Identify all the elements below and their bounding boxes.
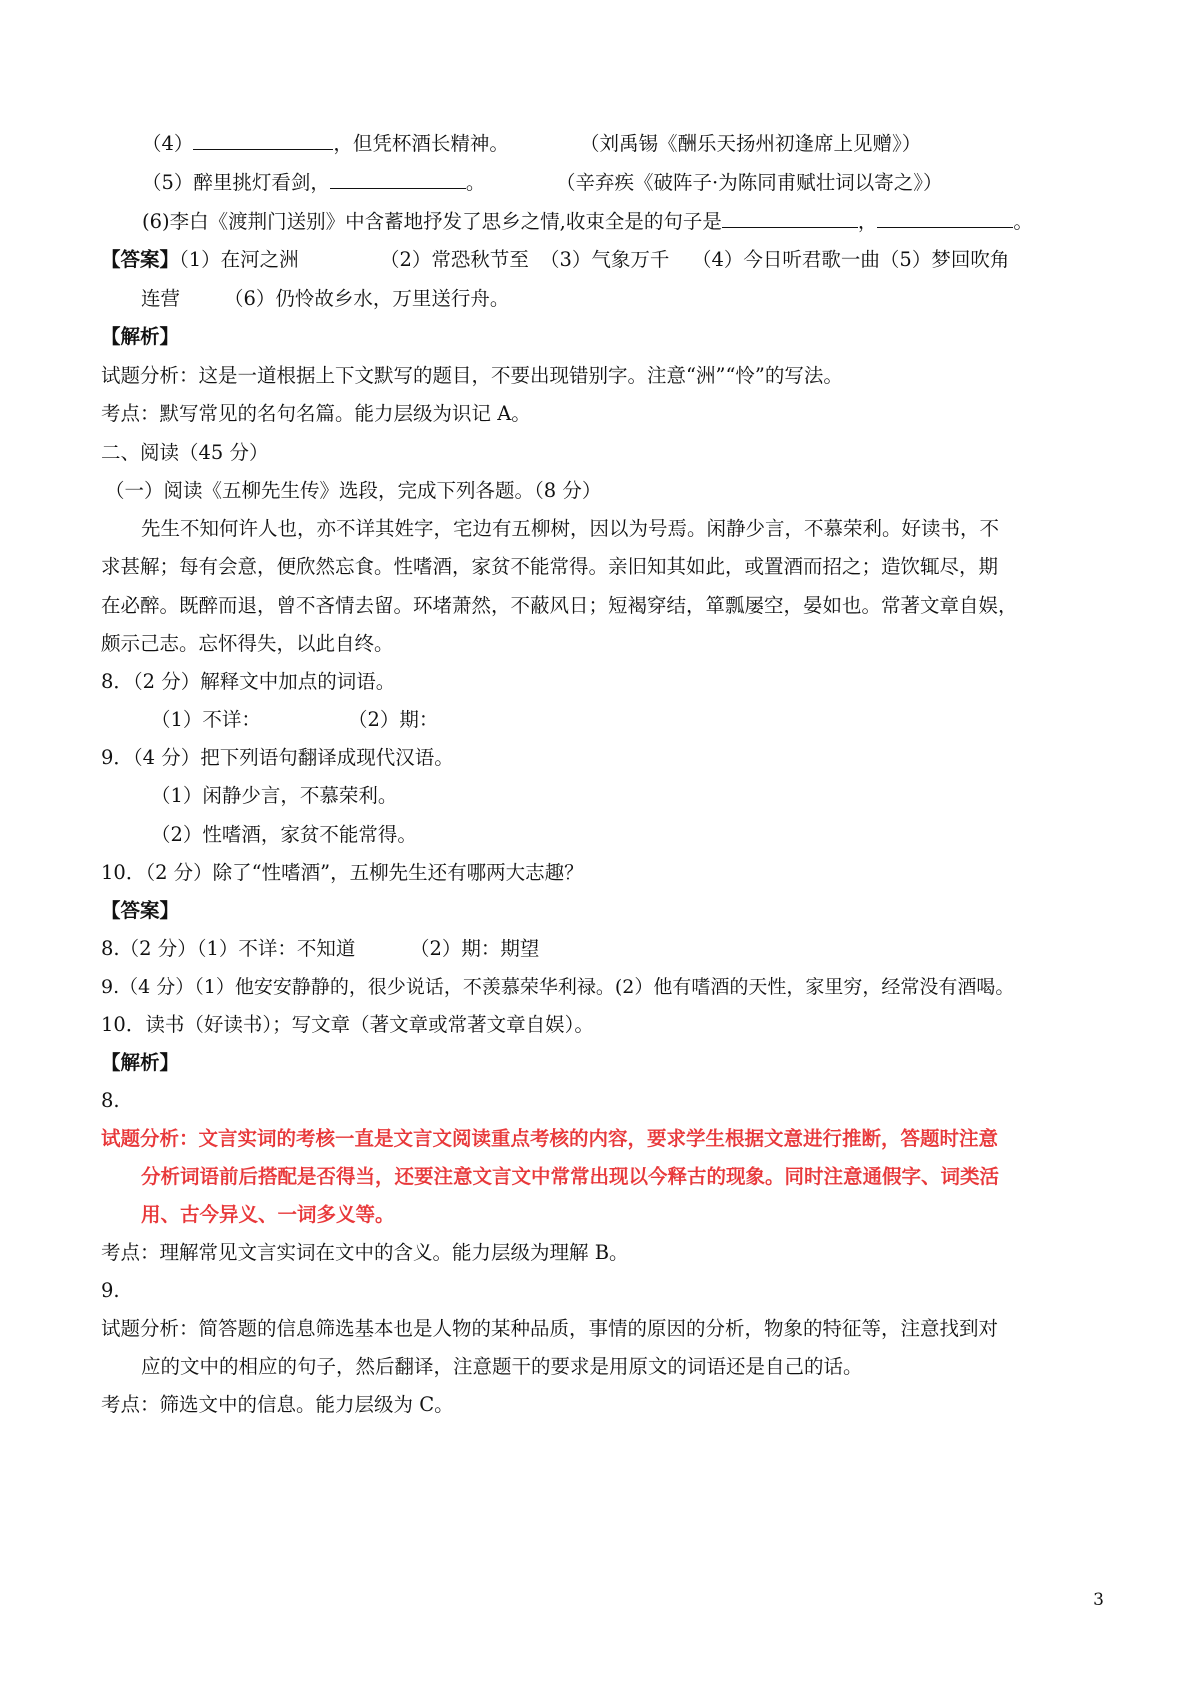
answer-3: （3）气象万千 (540, 248, 670, 271)
question-9: 9．（4 分）把下列语句翻译成现代汉语。 (101, 746, 454, 769)
item-4-line (142, 131, 509, 157)
fill-blank (330, 170, 466, 189)
answer-9: 9.（4 分）（1）他安安静静的，很少说话，不羡慕荣华利禄。(2）他有嗜酒的天性，家里穷，经常没有酒喝。 (101, 976, 1015, 998)
passage-line: 颇示己志。忘怀得失，以此自终。 (101, 632, 394, 655)
question-9-2: （2）性嗜酒，家贫不能常得。 (151, 823, 417, 846)
analysis-text: 试题分析：简答题的信息筛选基本也是人物的某种品质，事情的原因的分析，物象的特征等，注意找到对 (101, 1317, 999, 1340)
answer-heading: 【答案】 (101, 899, 180, 922)
fill-blank (193, 131, 333, 150)
answer-2: （2）常恐秋节至 (380, 248, 529, 271)
test-point: 考点：筛选文中的信息。能力层级为 C。 (101, 1393, 454, 1416)
item-5-text: （5）醉里挑灯看剑， (142, 171, 330, 194)
answer-8: 8.（2 分）（1）不详：不知道 (101, 937, 356, 960)
item-6-text: (6)李白《渡荆门送别》中含蓄地抒发了思乡之情,收束全是的句子是 (142, 210, 722, 233)
test-point: 考点：理解常见文言实词在文中的含义。能力层级为理解 B。 (101, 1241, 629, 1264)
question-10: 10．（2 分）除了“性嗜酒”，五柳先生还有哪两大志趣？ (101, 861, 584, 884)
question-8: 8．（2 分）解释文中加点的词语。 (101, 670, 396, 693)
item-4-source: （刘禹锡《酬乐天扬州初逢席上见赠》） (580, 132, 922, 155)
item-4-text: ，但凭杯酒长精神。 (333, 132, 509, 155)
answer-heading: 【答案】 (101, 248, 180, 271)
analysis-text: 应的文中的相应的句子，然后翻译，注意题干的要求是用原文的词语还是自己的话。 (141, 1355, 863, 1378)
fill-blank (722, 209, 858, 228)
answer-line-2: 连营 （6）仍怜故乡水，万里送行舟。 (141, 287, 510, 310)
subsection-title: （一）阅读《五柳先生传》选段，完成下列各题。（8 分） (105, 479, 602, 502)
highlighted-analysis: 用、古今异义、一词多义等。 (141, 1203, 395, 1226)
question-8-1: （1）不详： (151, 708, 261, 731)
item-4-label: （4） (142, 132, 194, 155)
analysis-number: 9. (101, 1279, 120, 1302)
passage-line: 先生不知何许人也，亦不详其姓字，宅边有五柳树，因以为号焉。闲静少言，不慕荣利。好读书，不 (141, 517, 1000, 540)
passage-line: 在必醉。既醉而退，曾不吝情去留。环堵萧然，不蔽风日；短褐穿结，箪瓢屡空，晏如也。常著文章自娱， (101, 594, 1018, 617)
answer-4: （4）今日听君歌一曲（5）梦回吹角 (692, 248, 1010, 271)
answer-line-1: 【答案】（1）在河之洲 (101, 248, 299, 271)
passage-line: 求甚解；每有会意，便欣然忘食。性嗜酒，家贫不能常得。亲旧知其如此，或置酒而招之；造饮辄尽，期 (101, 555, 999, 578)
answer-10: 10．读书（好读书）；写文章（著文章或常著文章自娱）。 (101, 1013, 594, 1036)
highlighted-analysis: 分析词语前后搭配是否得当，还要注意文言文中常常出现以今释古的现象。同时注意通假字、词类活 (141, 1165, 1000, 1188)
item-5-end: 。 (465, 171, 486, 194)
item-5-line (142, 170, 485, 196)
test-point: 考点：默写常见的名句名篇。能力层级为识记 A。 (101, 402, 531, 425)
item-5-source: （辛弃疾《破阵子·为陈同甫赋壮词以寄之》） (556, 171, 943, 194)
page-number: 3 (1093, 1590, 1104, 1610)
analysis-heading: 【解析】 (101, 1051, 180, 1074)
question-8-2: （2）期： (348, 708, 439, 731)
analysis-number: 8. (101, 1089, 120, 1112)
highlighted-analysis: 试题分析：文言实词的考核一直是文言文阅读重点考核的内容，要求学生根据文意进行推断，答题时注意 (101, 1127, 999, 1150)
section-title: 二、阅读（45 分） (101, 441, 269, 464)
question-9-1: （1）闲静少言，不慕荣利。 (151, 784, 398, 807)
fill-blank (877, 209, 1013, 228)
analysis-heading: 【解析】 (101, 325, 180, 348)
answer-8-2: （2）期：期望 (410, 937, 540, 960)
item-6-line: (6)李白《渡荆门送别》中含蓄地抒发了思乡之情,收束全是的句子是 ， 。 (142, 210, 1033, 233)
analysis-text: 试题分析：这是一道根据上下文默写的题目，不要出现错别字。注意“洲”“怜”的写法。 (101, 364, 843, 387)
